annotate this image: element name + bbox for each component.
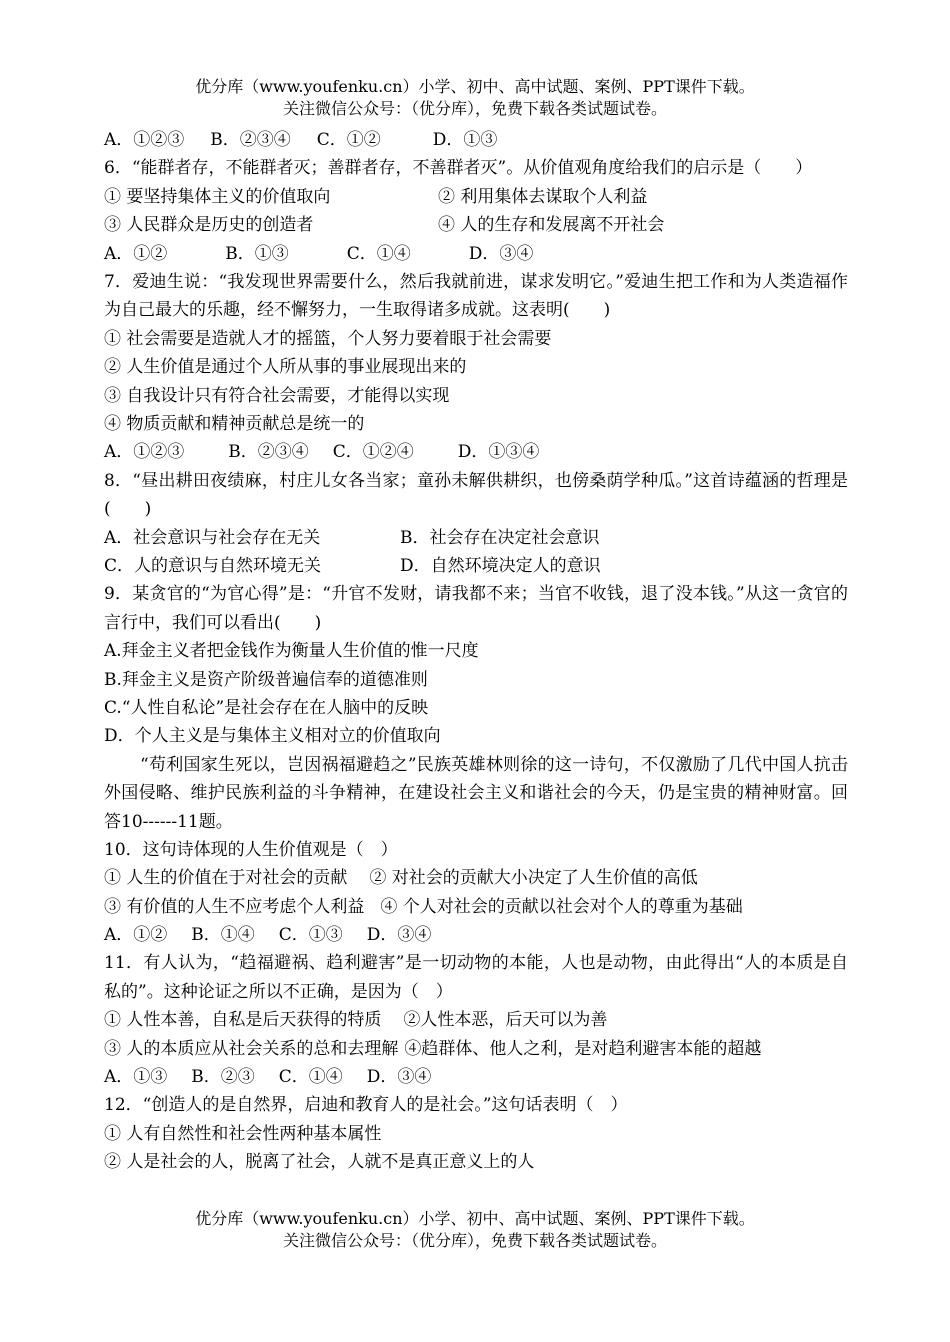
reading-passage: “苟利国家生死以，岂因祸福避趋之”民族英雄林则徐的这一诗句，不仅激励了几代中国人抗击外国侵略、维护民族利益的斗争精神，在建设社会主义和谐社会的今天，仍是宝贵的精神财富。回答10------11题。 [104,754,848,832]
footer-line-1: 优分库（www.youfenku.cn）小学、初中、高中试题、案例、PPT课件下载。 [195,1209,755,1228]
q9-option-b: B.拜金主义是资产阶级普遍信奉的道德准则 [104,669,428,690]
q11-items-row-2 [104,1035,848,1063]
q8-option-b: B．社会存在决定社会意识 [400,527,600,548]
q12-stem: 12．“创造人的是自然界，启迪和教育人的是社会。”这句话表明（ ） [104,1095,628,1116]
page-header [0,76,950,120]
q11-options [104,1063,848,1091]
q6-item-3: ③ 人民群众是历史的创造者 [104,215,314,236]
q6-items-row-1 [104,183,848,211]
q7-item-1: ① 社会需要是造就人才的摇篮，个人努力要着眼于社会需要 [104,328,552,349]
q11-item-2: ②人性本恶，后天可以为善 [403,1010,608,1031]
q8-option-a: A．社会意识与社会存在无关 [104,527,321,548]
q11-items-row-1 [104,1006,848,1034]
q5-option-a: A．①②③ [104,130,185,150]
q6-option-c: C．①④ [346,243,411,264]
q6-options [104,240,848,268]
q10-item-1: ① 人生的价值在于对社会的贡献 [104,868,348,889]
q7-item-4: ④ 物质贡献和精神贡献总是统一的 [104,413,365,434]
q7-stem: 7．爱迪生说：“我发现世界需要什么，然后我就前进，谋求发明它。”爱迪生把工作和为人类造福作为自己最大的乐趣，经不懈努力，一生取得诸多成就。这表明( ) [104,271,848,321]
q11-option-b: B．②③ [191,1067,255,1088]
q8-option-c: C．人的意识与自然环境无关 [104,555,322,576]
q5-option-d: D．①③ [432,130,498,150]
document-body [104,126,848,1177]
q8-option-d: D．自然环境决定人的意识 [400,555,601,576]
header-line-2: 关注微信公众号：（优分库），免费下载各类试题试卷。 [282,99,667,118]
q10-items-row-2 [104,893,848,921]
q6-items-row-2 [104,211,848,239]
q6-item-2: ② 利用集体去谋取个人利益 [438,186,648,207]
q8-options-row-2 [104,552,848,580]
q12-item-2: ② 人是社会的人，脱离了社会，人就不是真正意义上的人 [104,1152,535,1173]
q10-option-a: A．①② [104,925,168,946]
q9-option-d: D．个人主义是与集体主义相对立的价值取向 [104,726,441,747]
q7-option-b: B．②③④ [228,442,309,463]
q11-item-1: ① 人性本善，自私是后天获得的特质 [104,1010,382,1031]
q7-option-c: C．①②④ [332,442,414,463]
q5-options [104,126,848,154]
q10-option-b: B．①④ [191,925,255,946]
q11-item-3: ③ 人的本质应从社会关系的总和去理解 [104,1038,399,1059]
q9-option-a: A.拜金主义者把金钱作为衡量人生价值的惟一尺度 [104,641,479,662]
q6-option-b: B．①③ [225,243,289,264]
q10-item-3: ③ 有价值的人生不应考虑个人利益 [104,896,365,917]
q10-option-d: D．③④ [366,925,432,946]
q10-options [104,921,848,949]
q6-option-a: A．①② [104,243,168,264]
q10-item-2: ② 对社会的贡献大小决定了人生价值的高低 [369,868,698,889]
q10-option-c: C．①③ [278,925,343,946]
q7-option-a: A．①②③ [104,442,185,463]
q11-stem: 11．有人认为，“趋福避祸、趋利避害”是一切动物的本能，人也是动物，由此得出“人的本质是自私的”。这种论证之所以不正确，是因为（ ） [104,953,848,1002]
q7-item-2: ② 人生价值是通过个人所从事的事业展现出来的 [104,357,467,378]
q7-item-3: ③ 自我设计只有符合社会需要，才能得以实现 [104,385,450,406]
q11-option-a: A．①③ [104,1067,168,1088]
q7-option-d: D．①③④ [457,442,540,463]
footer-line-2: 关注微信公众号：（优分库），免费下载各类试题试卷。 [282,1231,667,1250]
q6-stem: 6．“能群者存，不能群者灭；善群者存，不善群者灭”。从价值观角度给我们的启示是（ ） [104,158,813,179]
q8-stem: 8．“昼出耕田夜绩麻，村庄儿女各当家；童孙未解供耕织，也傍桑荫学种瓜。”这首诗蕴涵的哲理是( ) [104,470,848,520]
q9-option-c: C.“人性自私论”是社会存在在人脑中的反映 [104,697,429,718]
q5-option-b: B．②③④ [210,130,291,150]
q7-options [104,438,848,466]
q6-item-1: ① 要坚持集体主义的价值取向 [104,186,331,207]
q11-option-d: D．③④ [366,1067,432,1088]
q9-stem: 9．某贪官的“为官心得”是：“升官不发财，请我都不来；当官不收钱，退了没本钱。”从这一贪官的言行中，我们可以看出( ) [104,584,848,633]
q6-item-4: ④ 人的生存和发展离不开社会 [438,215,665,236]
q10-items-row-1 [104,864,848,892]
q12-item-1: ① 人有自然性和社会性两种基本属性 [104,1123,382,1144]
q11-option-c: C．①④ [278,1067,343,1088]
q8-options-row-1 [104,524,848,552]
q11-item-4: ④趋群体、他人之利，是对趋利避害本能的超越 [404,1038,762,1059]
q5-option-c: C．①② [316,130,381,150]
q6-option-d: D．③④ [468,243,534,264]
header-line-1: 优分库（www.youfenku.cn）小学、初中、高中试题、案例、PPT课件下载。 [195,77,755,96]
q10-item-4: ④ 个人对社会的贡献以社会对个人的尊重为基础 [380,896,743,917]
q10-stem: 10．这句诗体现的人生价值观是（ ） [104,839,398,860]
page-footer [0,1208,950,1252]
